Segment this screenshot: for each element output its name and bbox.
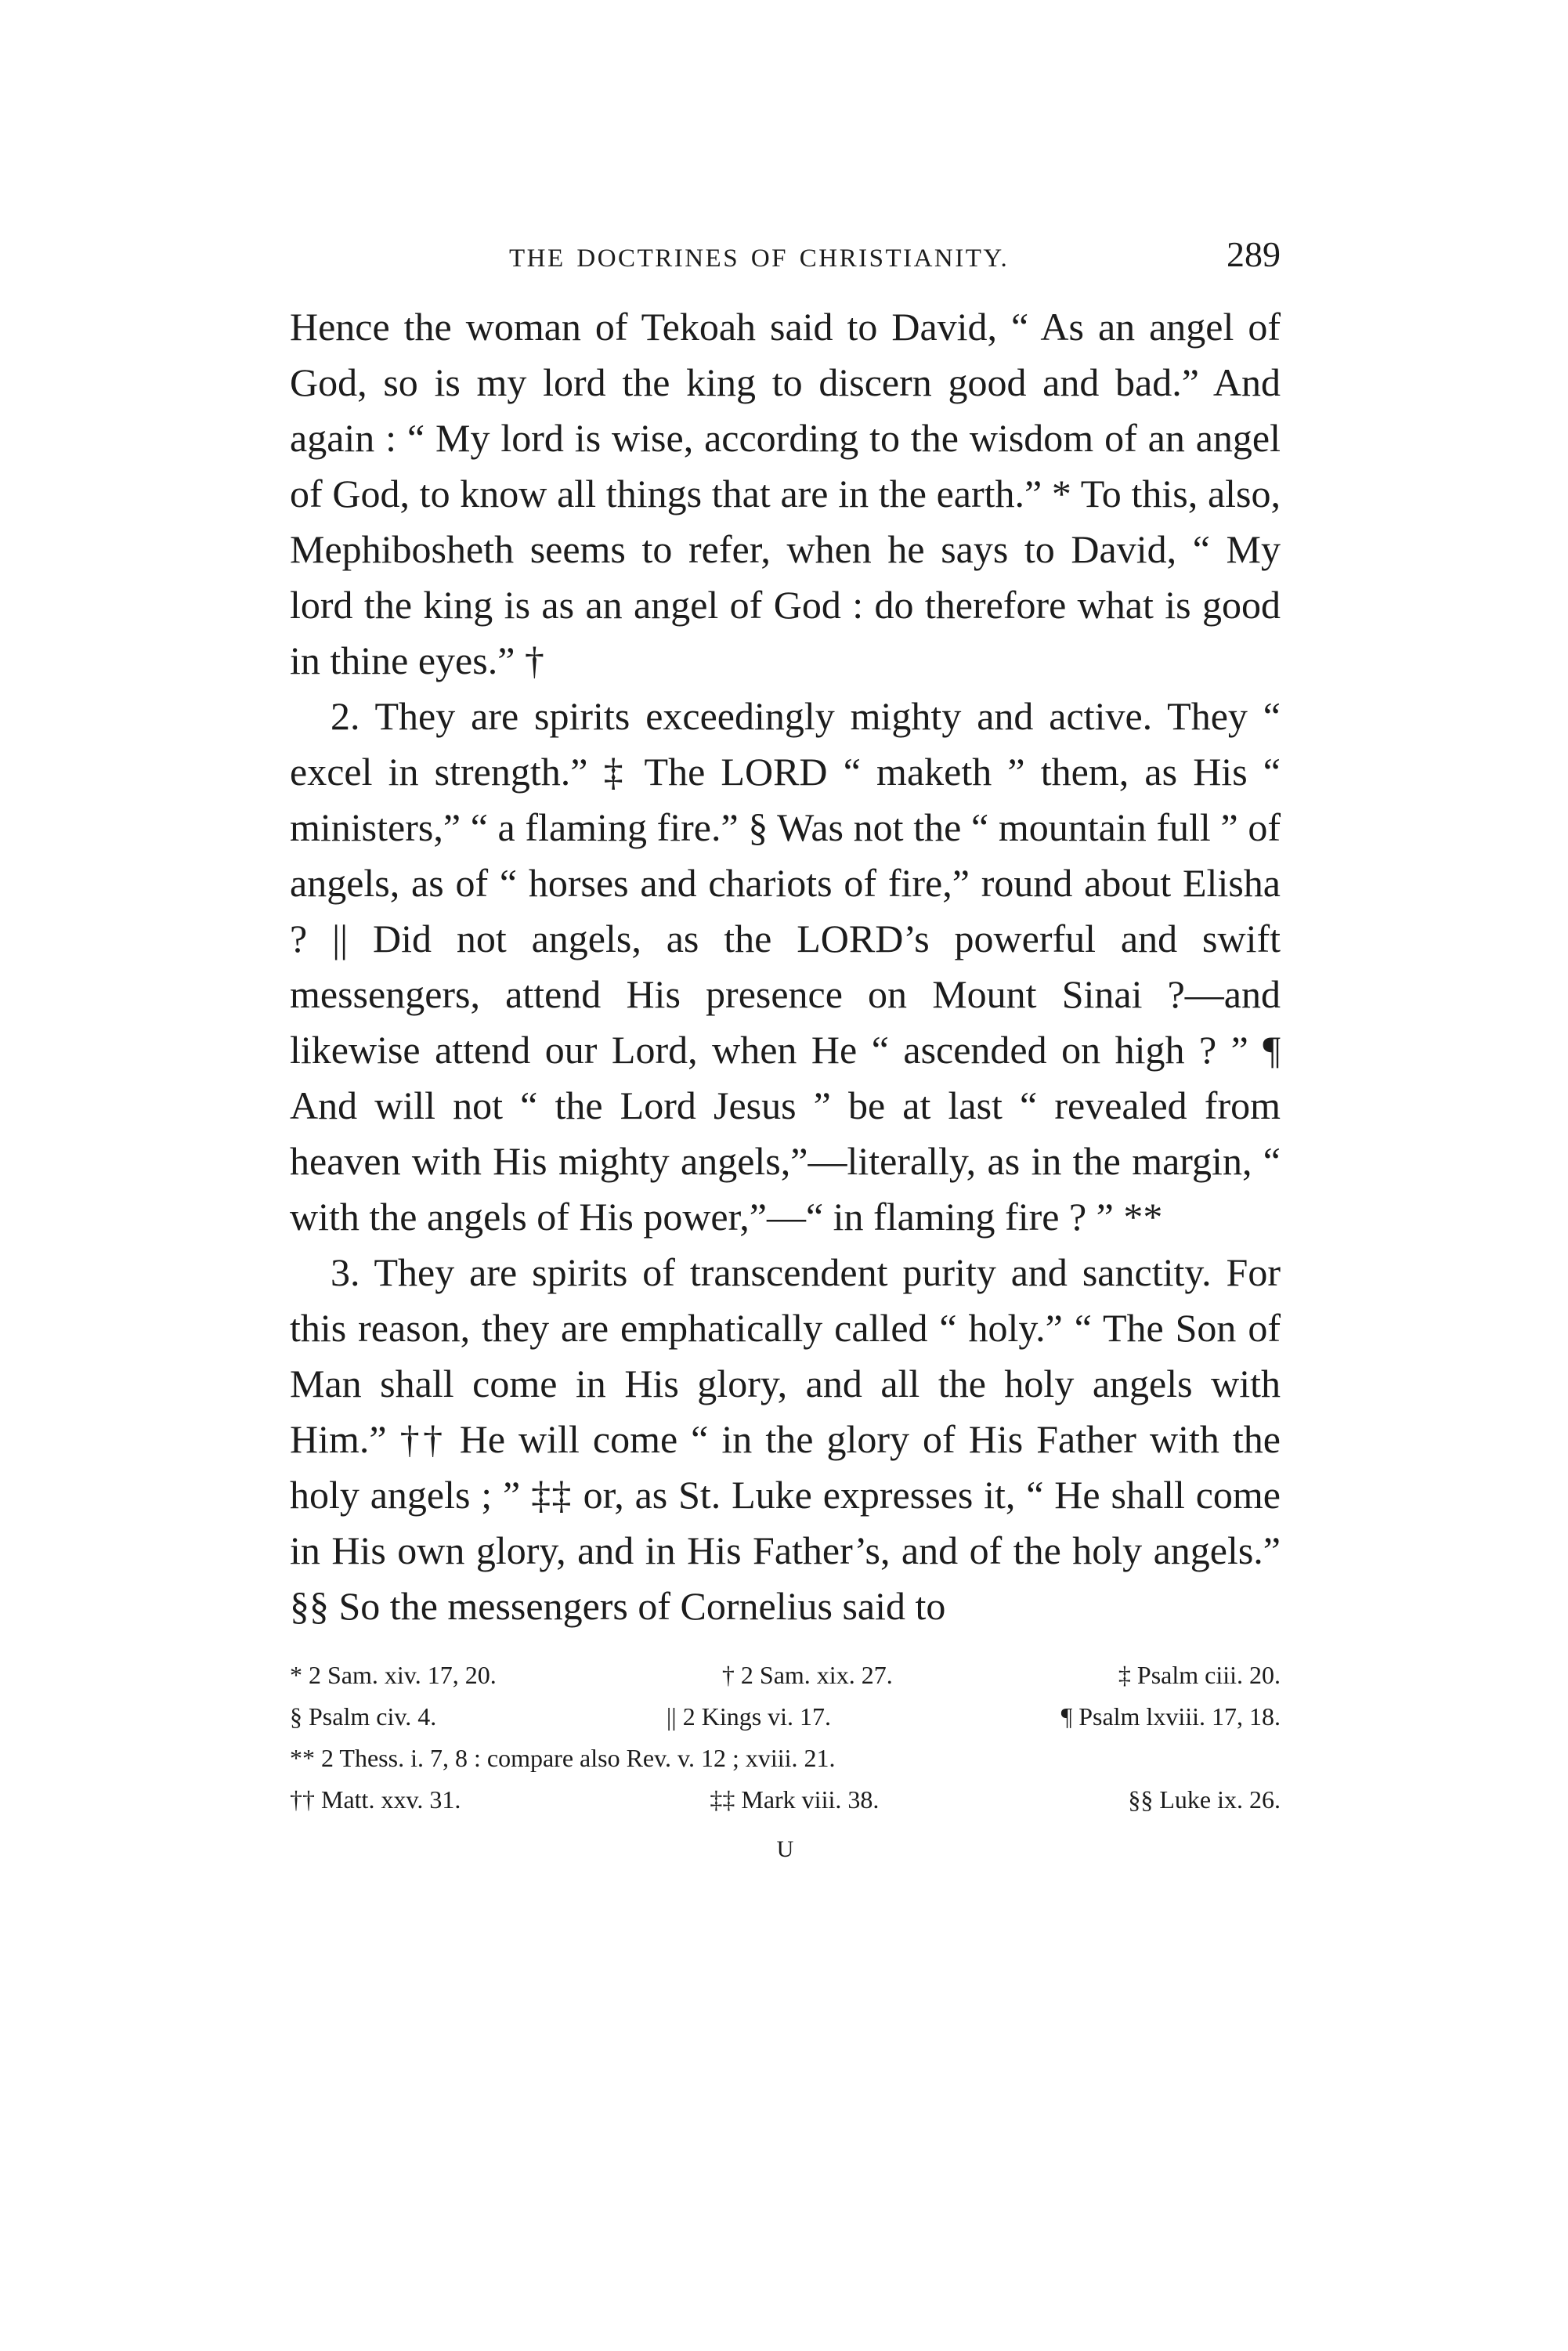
running-title: THE DOCTRINES OF CHRISTIANITY. bbox=[509, 244, 1010, 273]
book-page bbox=[290, 219, 1281, 1863]
footnote: ‡ Psalm ciii. 20. bbox=[1118, 1661, 1281, 1689]
footnote: * 2 Sam. xiv. 17, 20. bbox=[290, 1661, 497, 1689]
footnote-row bbox=[290, 1655, 1281, 1696]
footnote-row bbox=[290, 1779, 1281, 1821]
paragraph: Hence the woman of Tekoah said to David, “ As an angel of God, so is my lord the king to discern good and bad.” And again : “ My lord is wise, according to the wisdom of an angel of God, to know all things that are in the earth.” * To this, also, Mephibosheth seems to refer, when he says to David, “ My lord the king is as an angel of God : do therefore what is good in thine eyes.” † bbox=[290, 305, 1281, 682]
footnote: † 2 Sam. xix. 27. bbox=[721, 1661, 893, 1689]
footnote: ** 2 Thess. i. 7, 8 : compare also Rev. v. 12 ; xviii. 21. bbox=[290, 1744, 836, 1772]
paragraph: 3. They are spirits of transcendent purity and sanctity. For this reason, they are emphatically called “ holy.” “ The Son of Man shall come in His glory, and all the holy angels with Him.” †† He will come “ in the glory of His Father with the holy angels ; ” ‡‡ or, as St. Luke expresses it, “ He shall come in His own glory, and in His Father’s, and of the holy angels.” §§ So the messengers of Cornelius said to bbox=[290, 1250, 1281, 1628]
footnote: § Psalm civ. 4. bbox=[290, 1702, 437, 1731]
footnote: ‡‡ Mark viii. 38. bbox=[710, 1785, 880, 1814]
footnote: ¶ Psalm lxviii. 17, 18. bbox=[1060, 1702, 1281, 1731]
footnote-row bbox=[290, 1738, 1281, 1779]
footnote: †† Matt. xxv. 31. bbox=[290, 1785, 461, 1814]
page-number: 289 bbox=[1227, 234, 1281, 274]
footnote: §§ Luke ix. 26. bbox=[1128, 1785, 1281, 1814]
signature-mark: U bbox=[776, 1836, 794, 1862]
footnotes bbox=[290, 1655, 1281, 1821]
paragraph: 2. They are spirits exceedingly mighty and active. They “ excel in strength.” ‡ The LORD “ maketh ” them, as His “ ministers,” “ a flaming fire.” § Was not the “ mountain full ” of angels, as of “ horses and chariots of fire,” round about Elisha ? || Did not angels, as the LORD’s powerful and swift messengers, attend His presence on Mount Sinai ?—and likewise attend our Lord, when He “ ascended on high ? ” ¶ And will not “ the Lord Jesus ” be at last “ revealed from heaven with His mighty angels,”—literally, as in the margin, “ with the angels of His power,”—“ in flaming fire ? ” ** bbox=[290, 694, 1281, 1239]
running-header bbox=[290, 219, 1281, 290]
footnote: || 2 Kings vi. 17. bbox=[666, 1702, 832, 1731]
body-text bbox=[290, 299, 1281, 1634]
footnote-row bbox=[290, 1696, 1281, 1738]
